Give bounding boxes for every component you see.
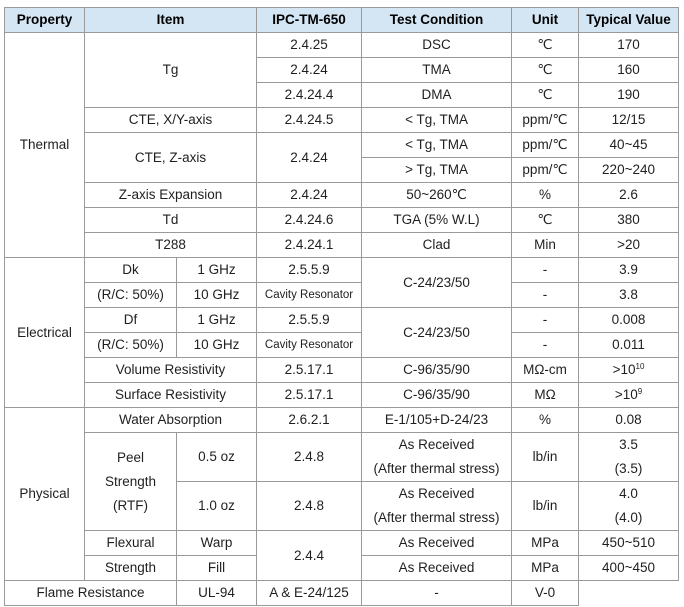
item-cte-z: CTE, Z-axis: [85, 133, 257, 183]
table-row: [5, 183, 679, 208]
freq-cell: 1 GHz: [177, 308, 257, 333]
unit-cell: ℃: [512, 83, 579, 108]
item-flame-resistance: Flame Resistance: [5, 581, 177, 606]
group-thermal: Thermal: [5, 33, 85, 258]
condition-line-2: (After thermal stress): [373, 461, 500, 476]
table-row: [5, 258, 679, 283]
ipc-cell: 2.4.8: [257, 482, 362, 531]
item-flexural-line-1: Flexural: [85, 531, 177, 556]
header-row: [5, 8, 679, 33]
value-cell: [579, 383, 679, 408]
header-value: Typical Value: [579, 8, 679, 33]
item-z-expansion: Z-axis Expansion: [85, 183, 257, 208]
ipc-cell: 2.4.24.5: [257, 108, 362, 133]
value-cell: 0.011: [579, 333, 679, 358]
value-cell: 2.6: [579, 183, 679, 208]
peel-line-3: (RTF): [113, 497, 148, 513]
value-cell: [579, 358, 679, 383]
unit-cell: MPa: [512, 556, 579, 581]
value-cell: 40~45: [579, 133, 679, 158]
ipc-cell: 2.5.17.1: [257, 383, 362, 408]
unit-cell: ppm/℃: [512, 108, 579, 133]
condition-cell: DSC: [362, 33, 512, 58]
value-cell: 220~240: [579, 158, 679, 183]
table-row: [5, 333, 679, 358]
unit-cell: %: [512, 408, 579, 433]
table-row: [5, 581, 679, 606]
value-exponent: 9: [637, 387, 643, 396]
condition-cell: < Tg, TMA: [362, 133, 512, 158]
ipc-cell: 2.4.24.6: [257, 208, 362, 233]
condition-cell: DMA: [362, 83, 512, 108]
value-cell: 170: [579, 33, 679, 58]
ipc-cell: UL-94: [177, 581, 257, 606]
condition-cell: 50~260℃: [362, 183, 512, 208]
unit-cell: %: [512, 183, 579, 208]
table-row: [5, 283, 679, 308]
unit-cell: -: [362, 581, 512, 606]
condition-cell: Clad: [362, 233, 512, 258]
value-cell: 160: [579, 58, 679, 83]
value-cell: 3.9: [579, 258, 679, 283]
condition-cell: TGA (5% W.L): [362, 208, 512, 233]
ipc-cell: 2.4.24: [257, 133, 362, 183]
table-row: [5, 208, 679, 233]
ipc-cell: 2.5.17.1: [257, 358, 362, 383]
item-dk-sub: (R/C: 50%): [85, 283, 177, 308]
table-row: [5, 233, 679, 258]
item-cte-xy: CTE, X/Y-axis: [85, 108, 257, 133]
value-cell: 450~510: [579, 531, 679, 556]
group-physical: Physical: [5, 408, 85, 581]
unit-cell: -: [512, 283, 579, 308]
value-cell: 190: [579, 83, 679, 108]
weight-cell: 0.5 oz: [177, 433, 257, 482]
condition-cell: TMA: [362, 58, 512, 83]
ipc-cell: Cavity Resonator: [257, 283, 362, 308]
unit-cell: ppm/℃: [512, 158, 579, 183]
value-cell: 380: [579, 208, 679, 233]
unit-cell: Min: [512, 233, 579, 258]
condition-line-1: As Received: [398, 486, 475, 501]
condition-cell: E-1/105+D-24/23: [362, 408, 512, 433]
unit-cell: lb/in: [512, 433, 579, 482]
ipc-cell: 2.4.8: [257, 433, 362, 482]
peel-line-2: Strength: [104, 473, 157, 489]
unit-cell: MΩ: [512, 383, 579, 408]
weight-cell: 1.0 oz: [177, 482, 257, 531]
value-cell: >20: [579, 233, 679, 258]
value-cell: 12/15: [579, 108, 679, 133]
ipc-cell: Cavity Resonator: [257, 333, 362, 358]
table-row: [5, 531, 679, 556]
condition-cell: < Tg, TMA: [362, 108, 512, 133]
unit-cell: ppm/℃: [512, 133, 579, 158]
item-surface-resistivity: Surface Resistivity: [85, 383, 257, 408]
unit-cell: -: [512, 333, 579, 358]
value-line-1: 3.5: [619, 437, 638, 452]
item-df-sub: (R/C: 50%): [85, 333, 177, 358]
ipc-cell: 2.5.5.9: [257, 258, 362, 283]
value-cell: V-0: [512, 581, 579, 606]
ipc-cell: 2.4.24.1: [257, 233, 362, 258]
group-electrical: Electrical: [5, 258, 85, 408]
spec-table-container: [4, 7, 679, 606]
unit-cell: MΩ-cm: [512, 358, 579, 383]
ipc-cell: 2.4.4: [257, 531, 362, 581]
item-flexural-line-2: Strength: [85, 556, 177, 581]
condition-line-2: (After thermal stress): [373, 510, 500, 525]
item-peel-strength: [85, 433, 177, 531]
table-row: [5, 108, 679, 133]
condition-cell: C-24/23/50: [362, 308, 512, 358]
direction-cell: Warp: [177, 531, 257, 556]
peel-line-1: Peel: [116, 449, 145, 465]
unit-cell: ℃: [512, 33, 579, 58]
unit-cell: ℃: [512, 208, 579, 233]
value-cell: 400~450: [579, 556, 679, 581]
value-line-2: (3.5): [614, 461, 643, 476]
condition-cell: > Tg, TMA: [362, 158, 512, 183]
unit-cell: -: [512, 308, 579, 333]
item-dk-name: Dk: [85, 258, 177, 283]
value-base: >10: [612, 362, 636, 377]
value-base: >10: [614, 387, 638, 402]
direction-cell: Fill: [177, 556, 257, 581]
header-unit: Unit: [512, 8, 579, 33]
spec-table: [4, 7, 679, 606]
header-item: Item: [85, 8, 257, 33]
header-condition: Test Condition: [362, 8, 512, 33]
ipc-cell: 2.4.24.4: [257, 83, 362, 108]
value-cell: 3.8: [579, 283, 679, 308]
unit-cell: ℃: [512, 58, 579, 83]
condition-cell: C-24/23/50: [362, 258, 512, 308]
item-water-absorption: Water Absorption: [85, 408, 257, 433]
value-line-1: 4.0: [619, 486, 638, 501]
condition-cell: As Received: [362, 556, 512, 581]
table-row: [5, 308, 679, 333]
condition-cell: C-96/35/90: [362, 358, 512, 383]
ipc-cell: 2.6.2.1: [257, 408, 362, 433]
condition-line-1: As Received: [398, 437, 475, 452]
header-property: Property: [5, 8, 85, 33]
unit-cell: lb/in: [512, 482, 579, 531]
item-volume-resistivity: Volume Resistivity: [85, 358, 257, 383]
value-exponent: 10: [635, 362, 645, 371]
table-row: [5, 133, 679, 158]
condition-cell: [362, 482, 512, 531]
unit-cell: -: [512, 258, 579, 283]
item-td: Td: [85, 208, 257, 233]
table-row: [5, 383, 679, 408]
freq-cell: 10 GHz: [177, 333, 257, 358]
item-t288: T288: [85, 233, 257, 258]
table-row: [5, 433, 679, 482]
freq-cell: 10 GHz: [177, 283, 257, 308]
value-cell: 0.008: [579, 308, 679, 333]
condition-cell: As Received: [362, 531, 512, 556]
value-cell: [579, 482, 679, 531]
freq-cell: 1 GHz: [177, 258, 257, 283]
ipc-cell: 2.5.5.9: [257, 308, 362, 333]
table-row: [5, 358, 679, 383]
unit-cell: MPa: [512, 531, 579, 556]
table-row: [5, 33, 679, 58]
item-tg: Tg: [85, 33, 257, 108]
item-df-name: Df: [85, 308, 177, 333]
condition-cell: [362, 433, 512, 482]
ipc-cell: 2.4.24: [257, 58, 362, 83]
table-row: [5, 408, 679, 433]
header-ipc: IPC-TM-650: [257, 8, 362, 33]
value-cell: 0.08: [579, 408, 679, 433]
condition-cell: A & E-24/125: [257, 581, 362, 606]
value-cell: [579, 433, 679, 482]
ipc-cell: 2.4.25: [257, 33, 362, 58]
condition-cell: C-96/35/90: [362, 383, 512, 408]
value-line-2: (4.0): [614, 510, 643, 525]
ipc-cell: 2.4.24: [257, 183, 362, 208]
